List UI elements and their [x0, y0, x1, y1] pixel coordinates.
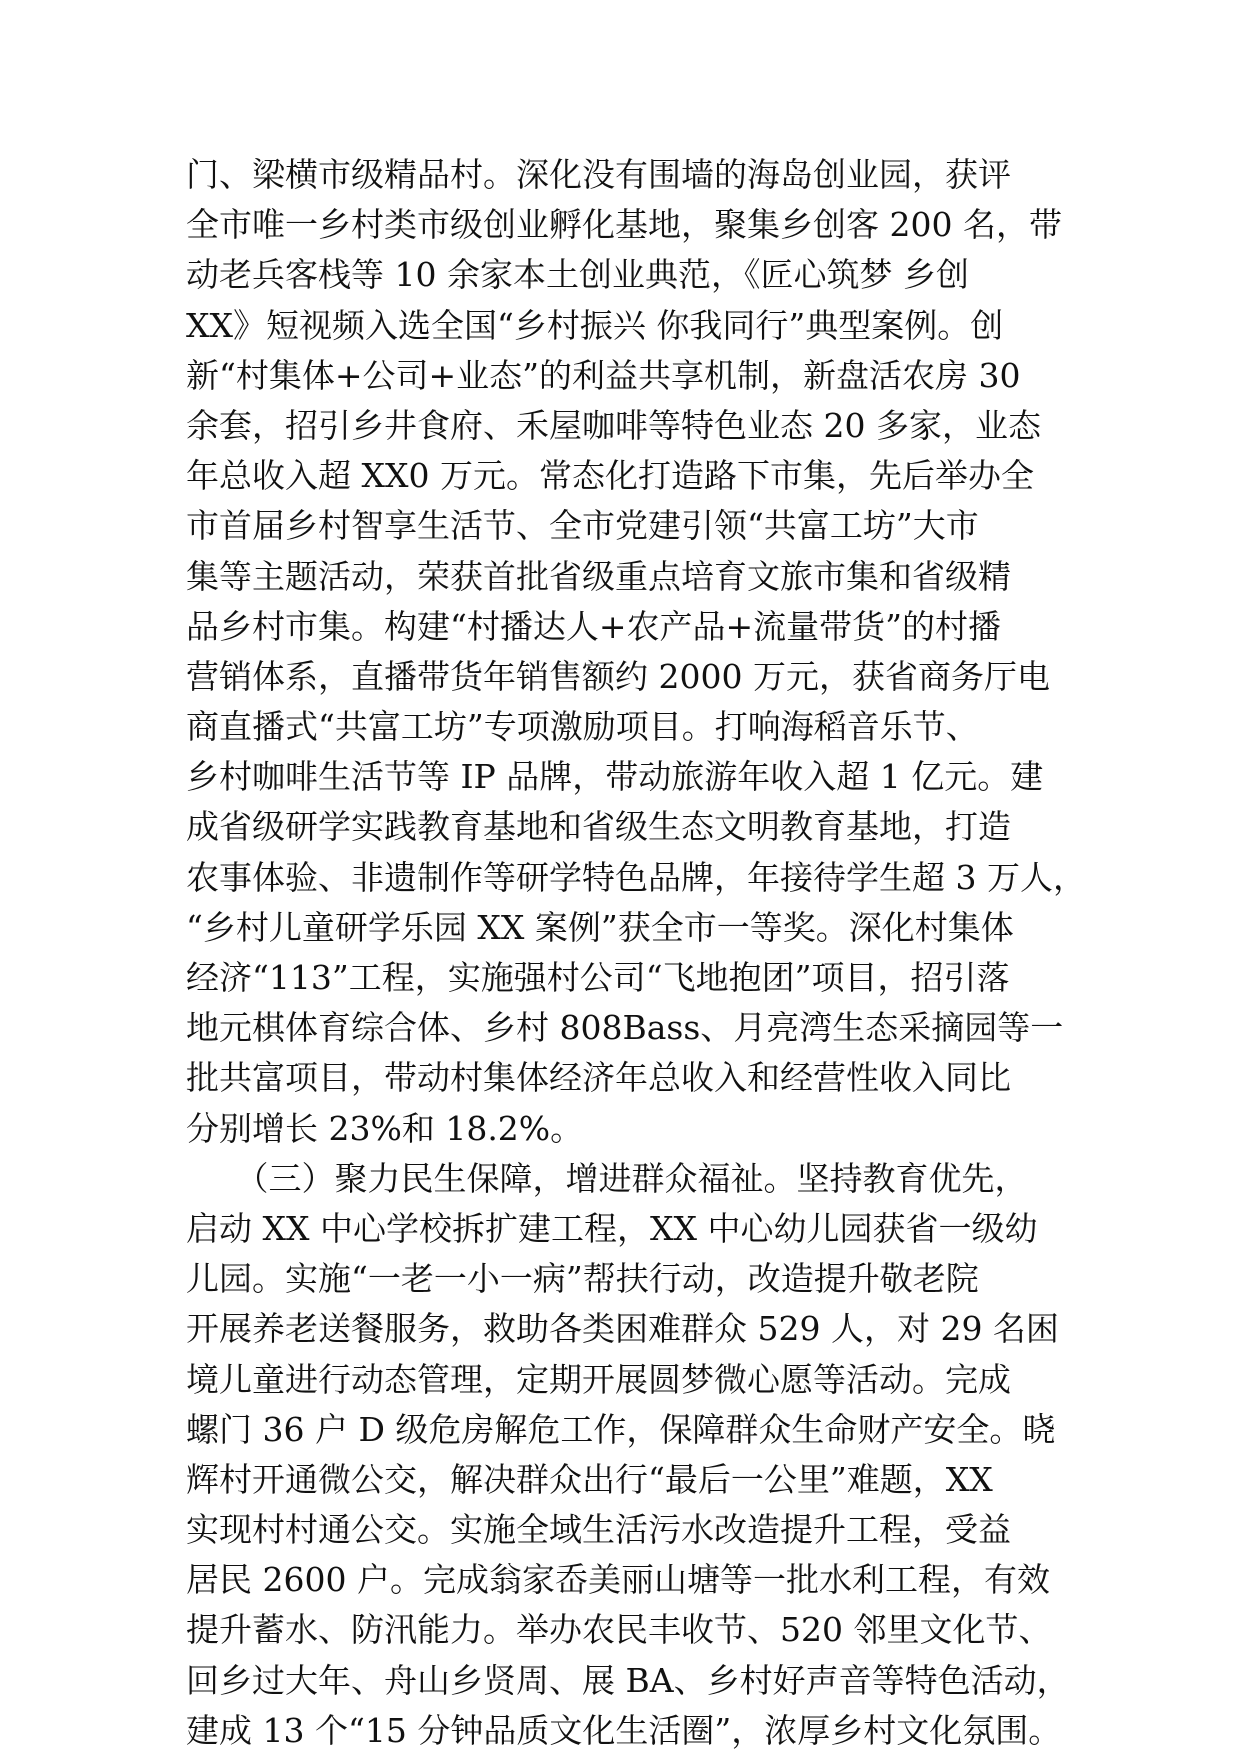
text-line: 市首届乡村智享生活节、全市党建引领“共富工坊”大市 [186, 506, 979, 546]
text-line: 启动 XX 中心学校拆扩建工程，XX 中心幼儿园获省一级幼 [186, 1208, 1038, 1248]
body-text [186, 150, 1086, 1756]
text-line: “乡村儿童研学乐园 XX 案例”获全市一等奖。深化村集体 [186, 907, 1014, 947]
text-line: 批共富项目，带动村集体经济年总收入和经营性收入同比 [186, 1058, 1011, 1098]
text-line: 年总收入超 XX0 万元。常态化打造路下市集，先后举办全 [186, 456, 1034, 496]
text-line: 余套，招引乡井食府、禾屋咖啡等特色业态 20 多家，业态 [186, 405, 1041, 445]
text-line: 建成 13 个“15 分钟品质文化生活圈”，浓厚乡村文化氛围。 [186, 1710, 1062, 1750]
text-line: 商直播式“共富工坊”专项激励项目。打响海稻音乐节、 [186, 707, 979, 747]
text-line: 螺门 36 户 D 级危房解危工作，保障群众生命财产安全。晓 [186, 1409, 1056, 1449]
text-line: 提升蓄水、防汛能力。举办农民丰收节、520 邻里文化节、 [186, 1610, 1052, 1650]
text-line: 集等主题活动，荣获首批省级重点培育文旅市集和省级精 [186, 556, 1011, 596]
text-line: 全市唯一乡村类市级创业孵化基地，聚集乡创客 200 名，带 [186, 205, 1062, 245]
section-heading-line: （三）聚力民生保障，增进群众福祉。坚持教育优先， [186, 1158, 1028, 1198]
text-line: 成省级研学实践教育基地和省级生态文明教育基地，打造 [186, 807, 1011, 847]
text-line: 乡村咖啡生活节等 IP 品牌，带动旅游年收入超 1 亿元。建 [186, 757, 1044, 797]
text-line: 开展养老送餐服务，救助各类困难群众 529 人，对 29 名困 [186, 1309, 1059, 1349]
text-line: 门、梁横市级精品村。深化没有围墙的海岛创业园，获评 [186, 155, 1011, 194]
text-line: XX》短视频入选全国“乡村振兴 你我同行”典型案例。创 [186, 305, 1004, 345]
text-line: 地元棋体育综合体、乡村 808Bass、月亮湾生态采摘园等一 [186, 1008, 1064, 1048]
text-line: 儿园。实施“一老一小一病”帮扶行动，改造提升敬老院 [186, 1259, 979, 1299]
text-line: 辉村开通微公交，解决群众出行“最后一公里”难题，XX [186, 1459, 993, 1499]
text-line: 实现村村通公交。实施全域生活污水改造提升工程，受益 [186, 1510, 1011, 1550]
text-line: 动老兵客栈等 10 余家本土创业典范，《匠心筑梦 乡创 [186, 255, 969, 295]
text-line: 回乡过大年、舟山乡贤周、展 BA、乡村好声音等特色活动， [186, 1660, 1070, 1700]
text-line: 分别增长 23%和 18.2%。 [186, 1108, 584, 1148]
text-line: 品乡村市集。构建“村播达人+农产品+流量带货”的村播 [186, 606, 1002, 646]
text-line: 营销体系，直播带货年销售额约 2000 万元，获省商务厅电 [186, 656, 1050, 696]
text-line: 新“村集体+公司+业态”的利益共享机制，新盘活农房 30 [186, 355, 1021, 395]
text-line: 境儿童进行动态管理，定期开展圆梦微心愿等活动。完成 [186, 1359, 1011, 1399]
text-line: 居民 2600 户。完成翁家岙美丽山塘等一批水利工程，有效 [186, 1560, 1050, 1600]
text-line: 农事体验、非遗制作等研学特色品牌，年接待学生超 3 万人， [186, 857, 1086, 897]
text-line: 经济“113”工程，实施强村公司“飞地抱团”项目，招引落 [186, 958, 1010, 997]
